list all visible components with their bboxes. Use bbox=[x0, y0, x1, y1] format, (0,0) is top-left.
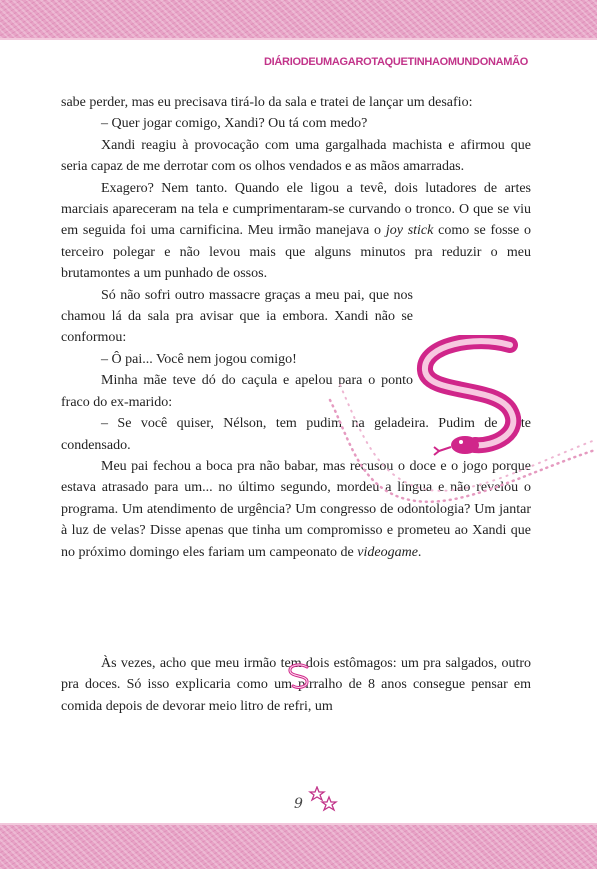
paragraph-text: Exagero? Nem tanto. Quando ele ligou a tevê, dois lutadores de artes marciais apareceram na tela e cumprimentaram-se curvando o tronco. O que se viu em seguida foi uma carnificina. Meu irmão manejava o bbox=[61, 180, 531, 239]
stars-icon bbox=[308, 786, 338, 814]
paragraph: Minha mãe teve dó do caçula e apelou para o ponto fraco do ex-marido: bbox=[61, 373, 413, 410]
emphasis-text: joy stick bbox=[385, 223, 434, 239]
snake-divider-icon bbox=[286, 663, 312, 691]
paragraph: Só não sofri outro massacre graças a meu pai, que nos chamou lá da sala pra avisar que ia embora. Xandi não se conformou: bbox=[61, 287, 413, 346]
paragraph bbox=[61, 178, 531, 285]
paragraph: – Se você quiser, Nélson, tem pudim na geladeira. Pudim de leite condensado. bbox=[61, 416, 531, 453]
paragraph: – Quer jogar comigo, Xandi? Ou tá com medo? bbox=[101, 116, 368, 132]
page-number: 9 bbox=[294, 796, 303, 812]
paragraph: Xandi reagiu à provocação com uma gargalhada machista e afirmou que seria capaz de me derrotar com os olhos vendados e as mãos amarradas. bbox=[61, 137, 531, 175]
paragraph-text: Meu pai fechou a boca pra não babar, mas recusou o doce e o jogo porque estava atrasado para um... no último segundo, mordeu a língua e não revelou o programa. Um atendimento de urgência? Um congresso de odontologia? Um jantar à luz de velas? Disse apenas que tinha um compromisso e prometeu ao Xandi que no próximo domingo eles fariam um campeonato de bbox=[61, 458, 531, 560]
paragraph: – Ô pai... Você nem jogou comigo! bbox=[101, 351, 297, 367]
emphasis-text: videogame bbox=[357, 544, 418, 560]
paragraph-text: como se fosse o terceiro polegar e não levou mais que alguns minutos pra reduzir o meu brutamontes a um punhado de ossos. bbox=[61, 223, 532, 282]
section-break-space bbox=[61, 563, 531, 653]
paragraph: sabe perder, mas eu precisava tirá-lo da sala e tratei de lançar um desafio: bbox=[61, 95, 473, 110]
paragraph: Às vezes, acho que meu irmão tem dois estômagos: um pra salgados, outro pra doces. Só isso explicaria como um pirralho de 8 anos consegue pensar em comida depois de devorar meio litro de refri, um bbox=[61, 655, 531, 714]
top-decorative-band bbox=[0, 0, 597, 40]
snake-illustration bbox=[415, 335, 565, 465]
running-header: DIÁRIODEUMAGAROTAQUETINHAOMUNDONAMÃO bbox=[264, 56, 528, 68]
bottom-decorative-band bbox=[0, 823, 597, 869]
paragraph-text: . bbox=[417, 544, 422, 560]
